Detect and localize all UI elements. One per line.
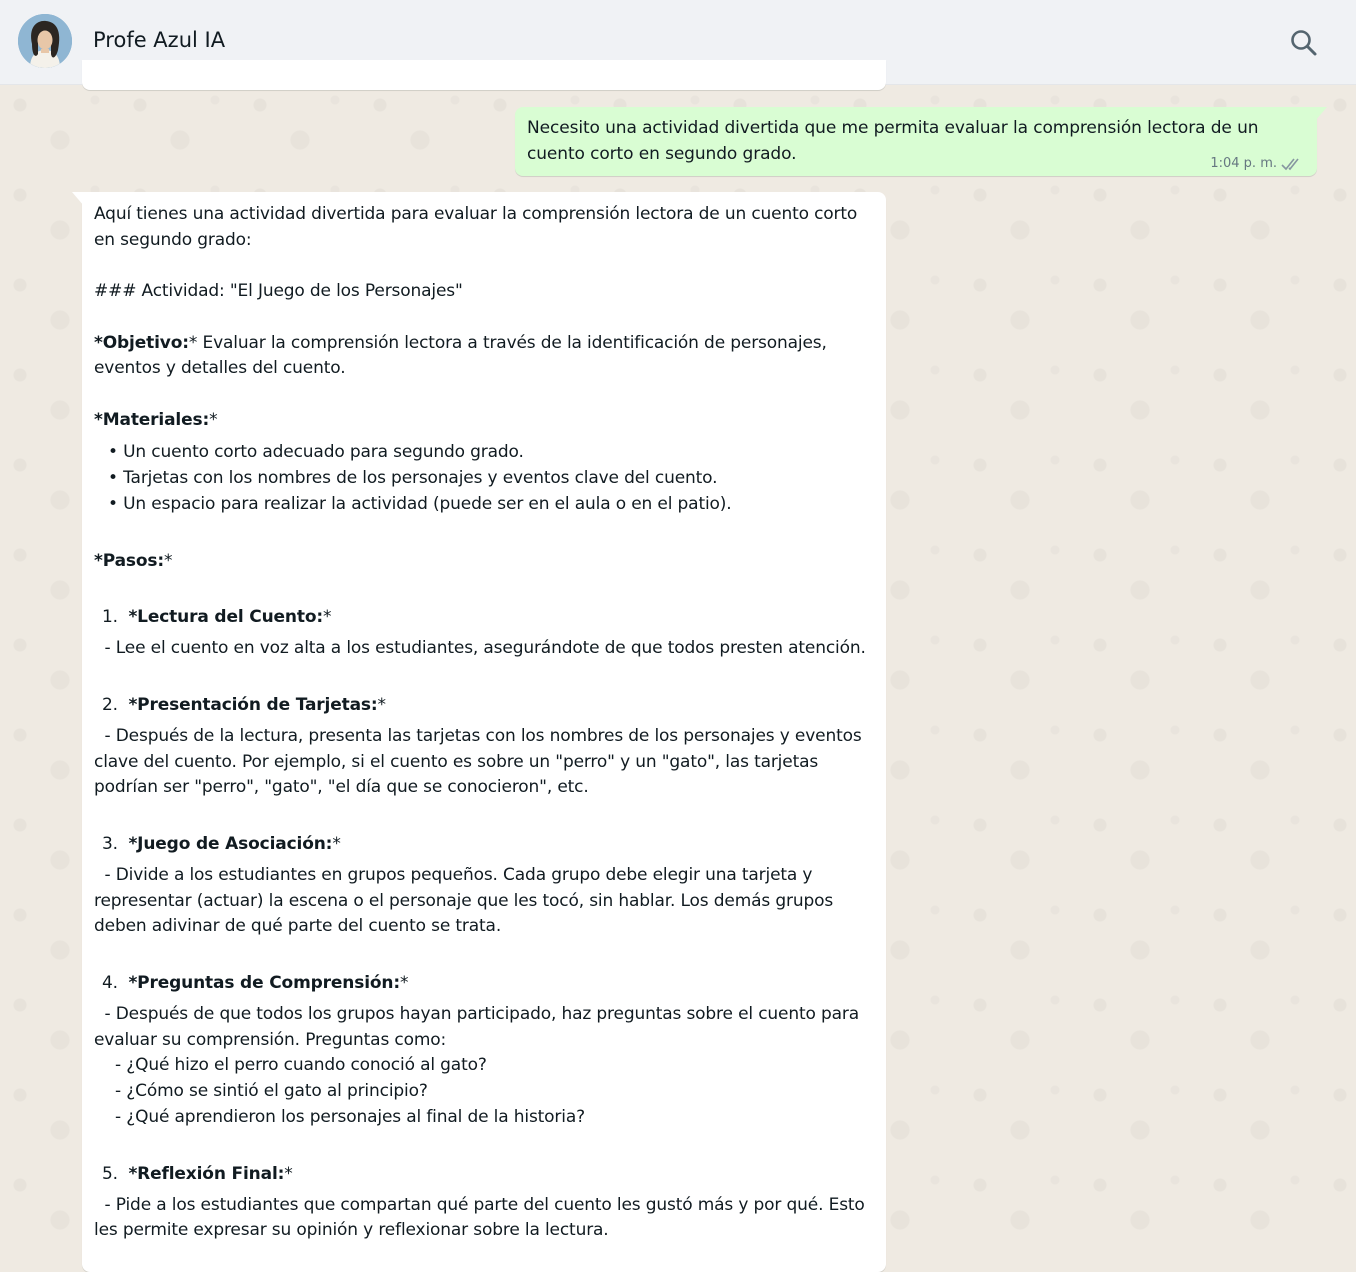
bubble-tail <box>1315 107 1327 121</box>
steps-label: *Pasos: <box>94 551 165 571</box>
step-title-text: *Lectura del Cuento: <box>128 607 324 627</box>
step-star: * <box>323 607 332 627</box>
materials-item: • Un cuento corto adecuado para segundo grado. <box>108 442 524 462</box>
materials-heading <box>94 407 217 433</box>
materials-item: • Tarjetas con los nombres de los personajes y eventos clave del cuento. <box>108 468 718 488</box>
contact-name[interactable]: Profe Azul IA <box>93 28 226 52</box>
step-line: - Divide a los estudiantes en grupos pequeños. Cada grupo debe elegir una tarjeta y <box>94 865 813 885</box>
step-title <box>102 831 341 857</box>
step-number: 1. <box>102 607 118 627</box>
step-star: * <box>400 973 409 993</box>
step-line: - Pide a los estudiantes que compartan qué parte del cuento les gustó más y por qué. Esto <box>94 1195 865 1215</box>
step-number: 2. <box>102 695 118 715</box>
steps-heading <box>94 548 172 574</box>
step-line: deben adivinar de qué parte del cuento se trata. <box>94 916 502 936</box>
step-title <box>102 692 386 718</box>
search-button[interactable] <box>1287 26 1321 60</box>
message-line: cuento corto en segundo grado. <box>527 144 797 164</box>
intro-line: en segundo grado: <box>94 230 252 250</box>
previous-message-bubble <box>82 60 886 90</box>
step-number: 3. <box>102 834 118 854</box>
avatar-portrait-icon <box>18 14 72 68</box>
step-line: podrían ser "perro", "gato", "el día que se conocieron", etc. <box>94 777 589 797</box>
message-line: Necesito una actividad divertida que me permita evaluar la comprensión lectora de un <box>527 118 1259 138</box>
step-star: * <box>332 834 341 854</box>
materials-label: *Materiales: <box>94 410 210 430</box>
step-line: les permite expresar su opinión y reflexionar sobre la lectura. <box>94 1220 609 1240</box>
message-time: 1:04 p. m. <box>1210 156 1277 171</box>
search-icon <box>1287 26 1321 60</box>
outgoing-message[interactable] <box>515 107 1317 176</box>
activity-heading: ### Actividad: "El Juego de los Personajes" <box>94 281 463 301</box>
heading-star: * <box>164 551 173 571</box>
step-star: * <box>284 1164 293 1184</box>
step-line: clave del cuento. Por ejemplo, si el cuento es sobre un "perro" y un "gato", las tarjetas <box>94 752 819 772</box>
question-line: - ¿Qué hizo el perro cuando conoció al gato? <box>94 1055 487 1075</box>
question-line: - ¿Qué aprendieron los personajes al final de la historia? <box>94 1107 585 1127</box>
step-number: 4. <box>102 973 118 993</box>
question-line: - ¿Cómo se sintió el gato al principio? <box>94 1081 428 1101</box>
materials-item-text: Un espacio para realizar la actividad (puede ser en el aula o en el patio). <box>123 494 732 514</box>
materials-item-text: Tarjetas con los nombres de los personajes y eventos clave del cuento. <box>123 468 718 488</box>
objective-label: *Objetivo: <box>94 333 189 353</box>
double-check-icon <box>1281 157 1303 171</box>
objective-line: eventos y detalles del cuento. <box>94 358 346 378</box>
step-title <box>102 1161 293 1187</box>
bubble-tail <box>72 192 84 206</box>
step-line: evaluar su comprensión. Preguntas como: <box>94 1030 447 1050</box>
step-title-text: *Juego de Asociación: <box>128 834 333 854</box>
step-line: - Lee el cuento en voz alta a los estudiantes, asegurándote de que todos presten atención. <box>94 638 866 658</box>
step-line: - Después de que todos los grupos hayan participado, haz preguntas sobre el cuento para <box>94 1004 860 1024</box>
step-line: representar (actuar) la escena o el personaje que les tocó, sin hablar. Los demás grupos <box>94 891 834 911</box>
step-title-text: *Reflexión Final: <box>128 1164 285 1184</box>
step-star: * <box>377 695 386 715</box>
materials-item-text: Un cuento corto adecuado para segundo grado. <box>123 442 524 462</box>
step-title-text: *Preguntas de Comprensión: <box>128 973 401 993</box>
materials-item: • Un espacio para realizar la actividad (puede ser en el aula o en el patio). <box>108 494 732 514</box>
step-title <box>102 970 408 996</box>
intro-line: Aquí tienes una actividad divertida para evaluar la comprensión lectora de un cuento corto <box>94 204 858 224</box>
message-meta <box>1210 156 1303 171</box>
step-number: 5. <box>102 1164 118 1184</box>
outgoing-message-text <box>527 115 1287 167</box>
avatar[interactable] <box>18 14 72 68</box>
objective-line <box>94 330 827 356</box>
step-title <box>102 604 331 630</box>
step-line: - Después de la lectura, presenta las tarjetas con los nombres de los personajes y eventos <box>94 726 862 746</box>
step-title-text: *Presentación de Tarjetas: <box>128 695 378 715</box>
objective-text: * Evaluar la comprensión lectora a través de la identificación de personajes, <box>188 333 827 353</box>
incoming-message[interactable] <box>82 192 886 1272</box>
heading-star: * <box>209 410 218 430</box>
